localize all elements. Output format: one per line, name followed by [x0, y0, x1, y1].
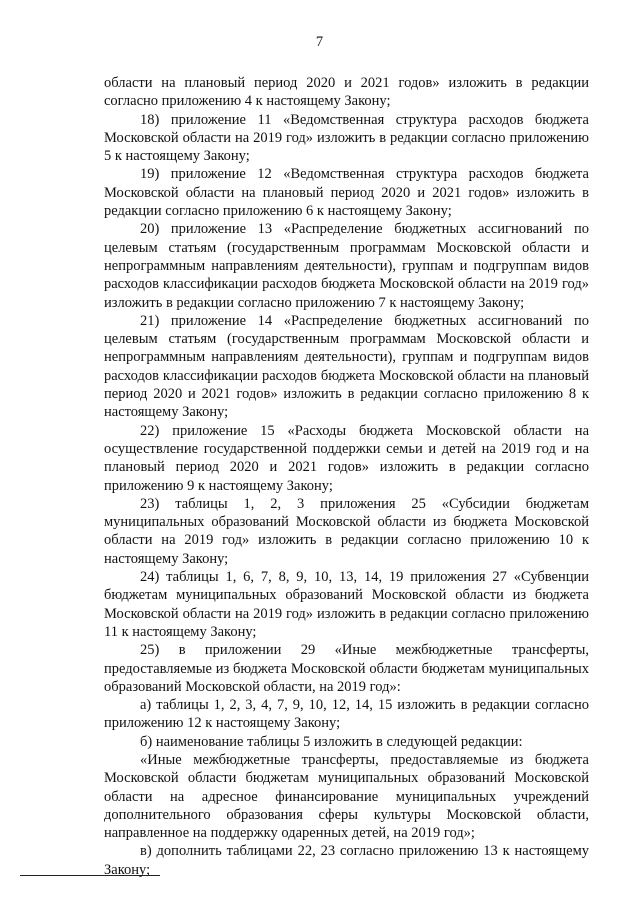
paragraph-quote: «Иные межбюджетные трансферты, предоставляемые из бюджета Московской области бюджетам муниципальных образований Московской области на адресное финансирование муниципальных учреждений дополнительного образования сферы культуры Московской области, направленное на поддержку одаренных детей, на 2019 год»;	[104, 751, 589, 842]
page-number: 7	[315, 34, 324, 50]
footnote-rule	[20, 875, 160, 876]
paragraph-subitem-b: б) наименование таблицы 5 изложить в следующей редакции:	[140, 733, 523, 750]
paragraph-item-18: 18) приложение 11 «Ведомственная структура расходов бюджета Московской области на 2019 год» изложить в редакции согласно приложению 5 к настоящему Закону;	[104, 111, 589, 165]
paragraph-subitem-v: в) дополнить таблицами 22, 23 согласно приложению 13 к настоящему Закону;	[104, 843, 589, 878]
paragraph-subitem-a: а) таблицы 1, 2, 3, 4, 7, 9, 10, 12, 14, 15 изложить в редакции согласно приложению 12 к настоящему Закону;	[104, 697, 589, 732]
paragraph-continuation: области на плановый период 2020 и 2021 годов» изложить в редакции согласно приложению 4 к настоящему Закону;	[104, 75, 589, 110]
paragraph-item-24: 24) таблицы 1, 6, 7, 8, 9, 10, 13, 14, 19 приложения 27 «Субвенции бюджетам муниципальных образований Московской области из бюджета Московской области на 2019 год» изложить в редакции согласно приложению 11 к настоящему Закону;	[104, 569, 589, 640]
paragraph-item-19: 19) приложение 12 «Ведомственная структура расходов бюджета Московской области на плановый период 2020 и 2021 годов» изложить в редакции согласно приложению 6 к настоящему Закону;	[104, 166, 589, 220]
paragraph-item-20: 20) приложение 13 «Распределение бюджетных ассигнований по целевым статьям (государственным программам Московской области и непрограммным направлениям деятельности), группам и подгруппам видов расходов классификации расходов бюджета Московской области на 2019 год» изложить в редакции согласно приложению 7 к настоящему Закону;	[104, 221, 589, 311]
paragraph-item-23: 23) таблицы 1, 2, 3 приложения 25 «Субсидии бюджетам муниципальных образований Московской области из бюджета Московской области на 2019 год» изложить в редакции согласно приложению 10 к настоящему Закону;	[104, 495, 589, 567]
paragraph-item-25: 25) в приложении 29 «Иные межбюджетные трансферты, предоставляемые из бюджета Московской области бюджетам муниципальных образований Московской области, на 2019 год»:	[104, 642, 589, 695]
paragraph-item-21: 21) приложение 14 «Распределение бюджетных ассигнований по целевым статьям (государственным программам Московской области и непрограммным направлениям деятельности), группам и подгруппам видов расходов классификации расходов бюджета Московской области на плановый период 2020 и 2021 годов» изложить в редакции согласно приложению 8 к настоящему Закону;	[104, 312, 589, 421]
document-body	[104, 74, 589, 879]
paragraph-item-22: 22) приложение 15 «Расходы бюджета Московской области на осуществление государственной поддержки семьи и детей на 2019 год и на плановый период 2020 и 2021 годов» изложить в редакции согласно приложению 9 к настоящему Закону;	[104, 422, 589, 494]
